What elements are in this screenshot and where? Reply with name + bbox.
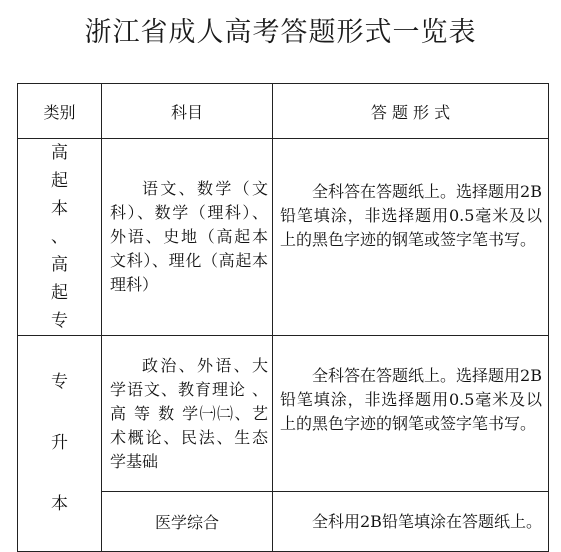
table-header-row — [18, 84, 549, 139]
header-format: 答 题 形 式 — [273, 84, 549, 139]
category-char: 升 — [51, 433, 68, 453]
category-char: 起 — [51, 283, 68, 303]
subject-cell — [102, 336, 273, 492]
category-char: 高 — [51, 255, 68, 275]
category-char: 、 — [51, 227, 68, 247]
subject-cell — [102, 139, 273, 336]
subject-cell — [102, 492, 273, 552]
format-cell — [273, 139, 549, 336]
format-text: 全科答在答题纸上。选择题用2B铅笔填涂，非选择题用0.5毫米及以上的黑色字迹的钢笔或签字笔书写。 — [280, 182, 542, 249]
subject-text: 医学综合 — [154, 513, 219, 532]
category-char: 本 — [51, 494, 68, 514]
exam-format-table — [17, 83, 549, 552]
page-title: 浙江省成人高考答题形式一览表 — [84, 17, 477, 48]
category-cell-gaoqi — [18, 139, 102, 336]
header-category: 类别 — [18, 84, 102, 139]
format-cell — [273, 336, 549, 492]
subject-text: 语文、数学（文科）、数学（理科）、外语、史地（高起本文科）、理化（高起本理科） — [110, 179, 268, 294]
category-char: 本 — [51, 199, 68, 219]
format-text: 全科答在答题纸上。选择题用2B铅笔填涂，非选择题用0.5毫米及以上的黑色字迹的钢笔或签字笔书写。 — [280, 366, 542, 433]
category-char: 高 — [51, 143, 68, 163]
category-char: 起 — [51, 171, 68, 191]
format-text: 全科用2B铅笔填涂在答题纸上。 — [312, 511, 542, 531]
subject-text: 政治、外语、大学语文、教育理论 、 高 等 数 学㈠㈡、艺术概论、民法、生态学基础 — [110, 355, 268, 471]
category-char: 专 — [51, 311, 68, 331]
category-cell-zhuanshengben — [18, 336, 102, 552]
table-row — [18, 139, 549, 336]
category-char: 专 — [51, 372, 68, 392]
header-subject: 科目 — [102, 84, 273, 139]
table-row — [18, 336, 549, 492]
format-cell — [273, 492, 549, 552]
